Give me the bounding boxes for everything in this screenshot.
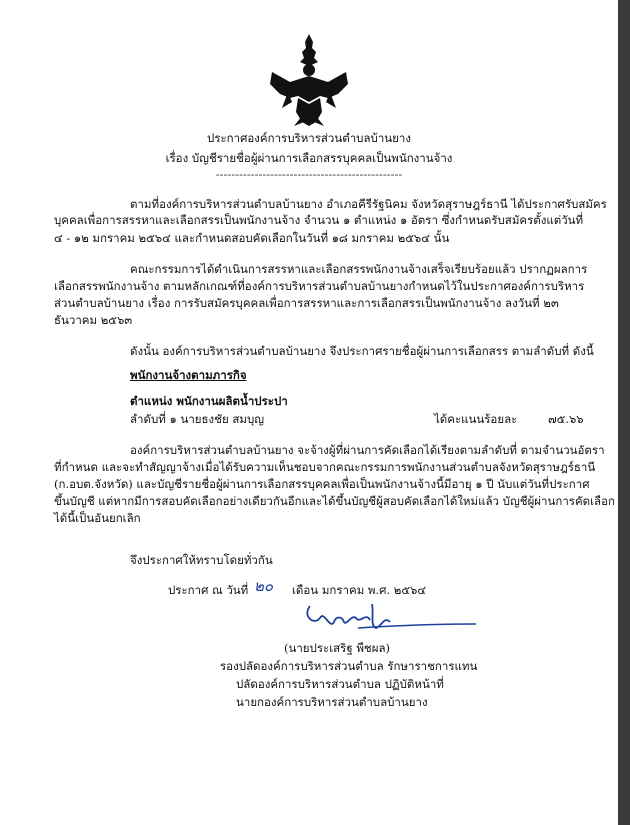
section-title: พนักงานจ้างตามภารกิจ <box>130 368 247 382</box>
signatory-title-2: ปลัดองค์การบริหารส่วนตำบล ปฏิบัติหน้าที่ <box>236 677 444 691</box>
background-edge <box>618 0 630 825</box>
date-suffix: เดือน มกราคม พ.ศ. ๒๕๖๔ <box>292 583 427 597</box>
garuda-emblem-icon <box>268 32 350 128</box>
para4-line5: ได้นี้เป็นอันยกเลิก <box>54 511 141 525</box>
result-score: ๗๕.๖๖ <box>548 412 584 426</box>
result-score-label: ได้คะแนนร้อยละ <box>434 412 518 426</box>
handwritten-signature <box>300 596 480 638</box>
position-line: ตำแหน่ง พนักงานผลิตน้ำประปา <box>130 394 288 408</box>
para2-line1: คณะกรรมการได้ดำเนินการสรรหาและเลือกสรรพนักงานจ้างเสร็จเรียบร้อยแล้ว ปรากฏผลการ <box>130 262 588 276</box>
para1-line1: ตามที่องค์การบริหารส่วนตำบลบ้านยาง อำเภอคีรีรัฐนิคม จังหวัดสุราษฎร์ธานี ได้ประกาศรับสมัคร <box>130 197 607 211</box>
para4-line3: (ก.อบต.จังหวัด) และบัญชีรายชื่อผู้ผ่านการเลือกสรรบุคคลเพื่อเป็นพนักงานจ้างนี้มีอายุ ๑ ปี นับแต่วันที่ประกาศ <box>54 477 590 491</box>
para2-line3: ส่วนตำบลบ้านยาง เรื่อง การรับสมัครบุคคลเพื่อการสรรหาและการเลือกสรรเป็นพนักงานจ้าง ลงวันที่ ๒๓ <box>54 296 559 310</box>
para2-line4: ธันวาคม ๒๕๖๓ <box>54 313 133 327</box>
signatory-title-1: รองปลัดองค์การบริหารส่วนตำบล รักษาราชการแทน <box>220 659 478 673</box>
result-rank: ลำดับที่ ๑ นายธงชัย สมบุญ <box>130 412 265 426</box>
agency-title: ประกาศองค์การบริหารส่วนตำบลบ้านยาง <box>207 131 411 145</box>
para4-line1: องค์การบริหารส่วนตำบลบ้านยาง จะจ้างผู้ที่ผ่านการคัดเลือกได้เรียงตามลำดับที่ ตามจำนวนอัตรา <box>130 443 605 457</box>
para4-line2: ที่กำหนด และจะทำสัญญาจ้างเมื่อได้รับความเห็นชอบจากคณะกรรมการพนักงานส่วนตำบลจังหวัดสุราษฎร์ธานี <box>54 460 596 474</box>
closing-line: จึงประกาศให้ทราบโดยทั่วกัน <box>130 553 273 567</box>
para2-line2: เลือกสรรพนักงานจ้าง ตามหลักเกณฑ์ที่องค์การบริหารส่วนตำบลบ้านยางกำหนดไว้ในประกาศองค์การบริหาร <box>54 279 585 293</box>
para1-line2: บุคคลเพื่อการสรรหาและเลือกสรรเป็นพนักงานจ้าง จำนวน ๑ ตำแหน่ง ๑ อัตรา ซึ่งกำหนดรับสมัครตั้งแต่วันที่ <box>54 213 584 227</box>
para4-line4: ขึ้นบัญชี แต่หากมีการสอบคัดเลือกอย่างเดียวกันอีกและได้ขึ้นบัญชีผู้สอบคัดเลือกได้ใหม่แล้ว บัญชีผู้ผ่านการคัดเลือก <box>54 494 615 508</box>
header-divider: ------------------------------------------------ <box>215 167 403 181</box>
signatory-title-3: นายกองค์การบริหารส่วนตำบลบ้านยาง <box>236 695 428 709</box>
date-prefix: ประกาศ ณ วันที่ <box>168 583 249 597</box>
signatory-name: (นายประเสริฐ พืชผล) <box>284 641 390 655</box>
para1-line3: ๔ - ๑๒ มกราคม ๒๕๖๔ และกำหนดสอบคัดเลือกในวันที่ ๑๘ มกราคม ๒๕๖๔ นั้น <box>54 231 450 245</box>
document-subject: เรื่อง บัญชีรายชื่อผู้ผ่านการเลือกสรรบุคคลเป็นพนักงานจ้าง <box>165 151 453 165</box>
handwritten-day: ๒๐ <box>254 577 274 595</box>
para3: ดังนั้น องค์การบริหารส่วนตำบลบ้านยาง จึงประกาศรายชื่อผู้ผ่านการเลือกสรร ตามลำดับที่ ดังนี้ <box>130 344 594 358</box>
